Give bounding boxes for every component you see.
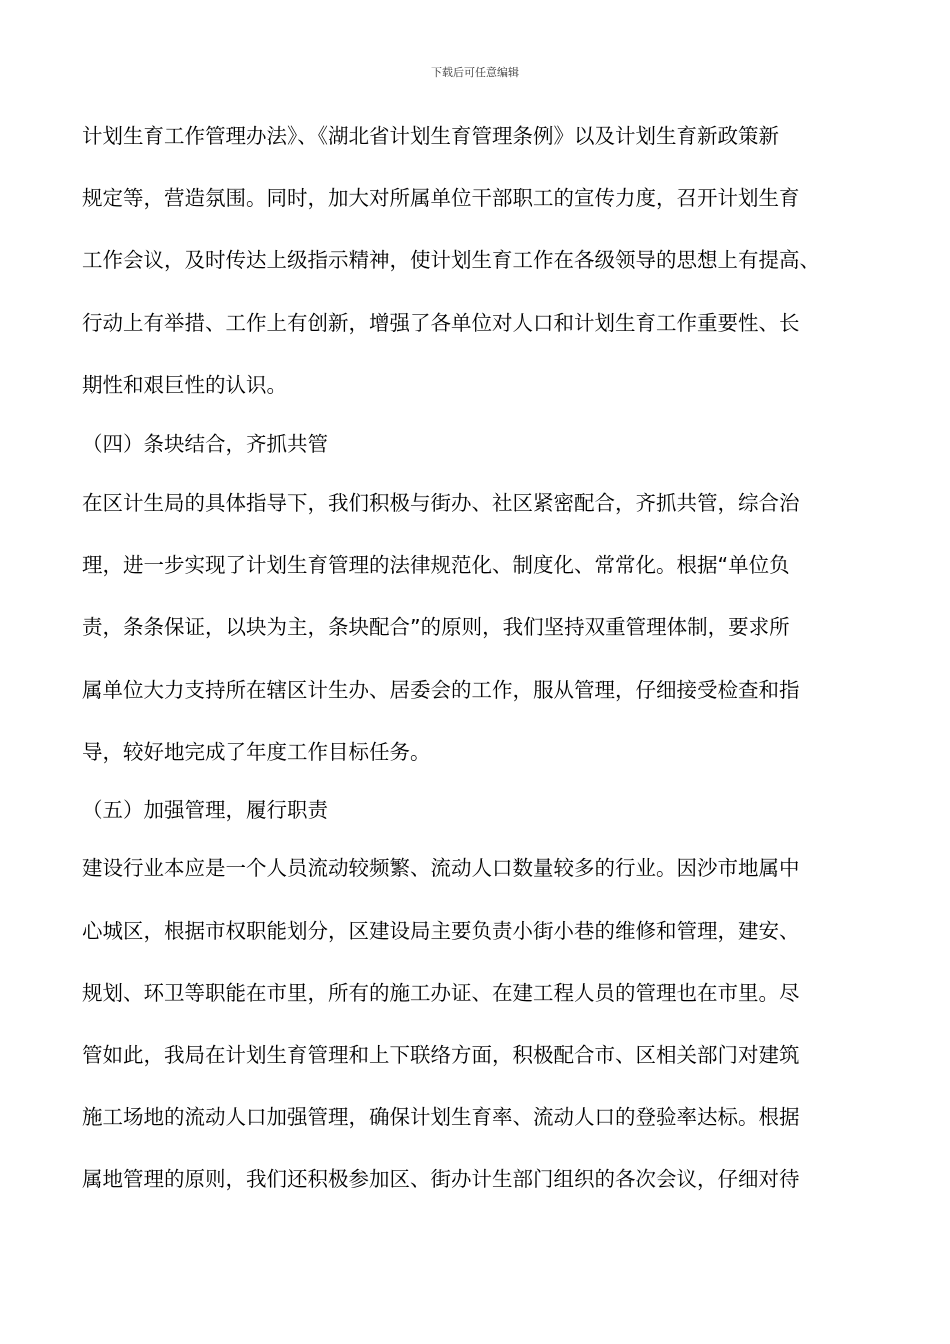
body-line: 责，条条保证，以块为主，条块配合”的原则，我们坚持双重管理体制，要求所 [82,615,790,639]
body-line: 施工场地的流动人口加强管理，确保计划生育率、流动人口的登验率达标。根据 [82,1105,800,1129]
body-line: 导，较好地完成了年度工作目标任务。 [82,740,431,764]
body-line: 理，进一步实现了计划生育管理的法律规范化、制度化、常常化。根据“单位负 [82,553,790,577]
body-line: 规定等，营造氛围。同时，加大对所属单位干部职工的宣传力度，召开计划生育 [82,186,800,210]
header-note: 下载后可任意编辑 [431,66,519,79]
body-line: 心城区，根据市权职能划分，区建设局主要负责小街小巷的维修和管理，建安、 [82,919,800,943]
body-line: 属单位大力支持所在辖区计生办、居委会的工作，服从管理，仔细接受检查和指 [82,678,800,702]
body-line: 管如此，我局在计划生育管理和上下联络方面，积极配合市、区相关部门对建筑 [82,1043,800,1067]
section-heading: （四）条块结合，齐抓共管 [82,432,328,456]
body-line: 期性和艰巨性的认识。 [82,373,287,397]
body-line: 规划、环卫等职能在市里，所有的施工办证、在建工程人员的管理也在市里。尽 [82,981,800,1005]
body-line: 在区计生局的具体指导下，我们积极与街办、社区紧密配合，齐抓共管，综合治 [82,491,800,515]
section-heading: （五）加强管理，履行职责 [82,798,328,822]
body-line: 属地管理的原则，我们还积极参加区、街办计生部门组织的各次会议，仔细对待 [82,1167,800,1191]
body-line: 建设行业本应是一个人员流动较频繁、流动人口数量较多的行业。因沙市地属中 [82,856,800,880]
body-line: 工作会议，及时传达上级指示精神，使计划生育工作在各级领导的思想上有提高、 [82,248,820,272]
body-line: 行动上有举措、工作上有创新，增强了各单位对人口和计划生育工作重要性、长 [82,311,800,335]
body-line: 计划生育工作管理办法》、《湖北省计划生育管理条例》以及计划生育新政策新 [82,124,779,148]
